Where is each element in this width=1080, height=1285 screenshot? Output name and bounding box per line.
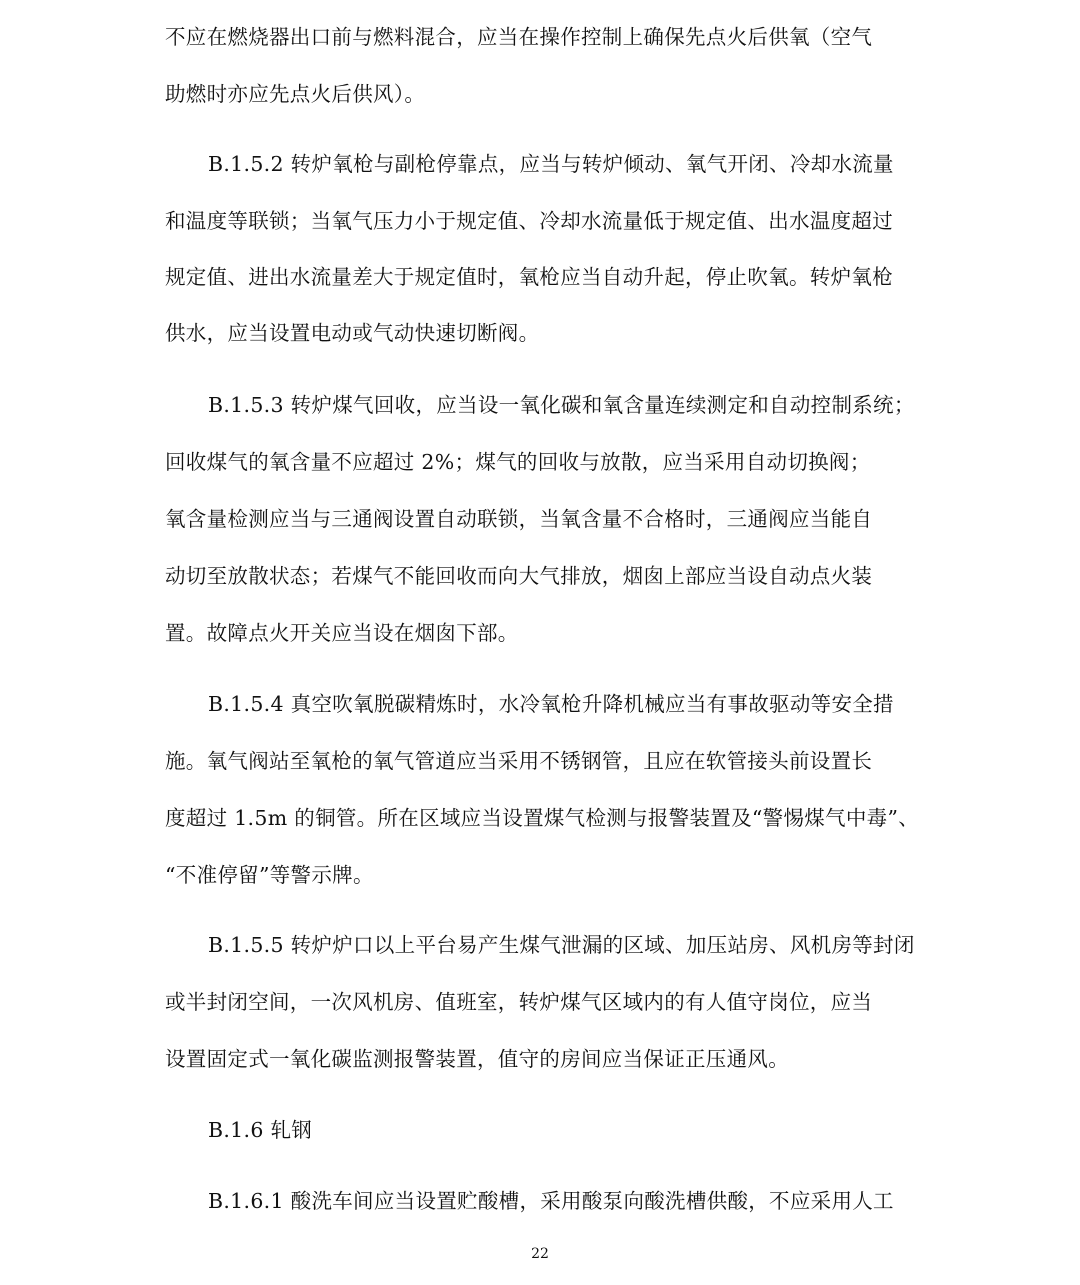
text-line: 氧含量检测应当与三通阀设置自动联锁，当氧含量不合格时，三通阀应当能自 bbox=[165, 507, 873, 531]
text-line: 供水，应当设置电动或气动快速切断阀。 bbox=[165, 321, 540, 345]
text-line: 不应在燃烧器出口前与燃料混合，应当在操作控制上确保先点火后供氧（空气 bbox=[165, 25, 873, 49]
text-line: 动切至放散状态；若煤气不能回收而向大气排放，烟囱上部应当设自动点火装 bbox=[165, 564, 873, 588]
text-line: “不准停留”等警示牌。 bbox=[165, 863, 374, 887]
text-line: 置。故障点火开关应当设在烟囱下部。 bbox=[165, 621, 519, 645]
section-heading-line: B.1.6.1 酸洗车间应当设置贮酸槽，采用酸泵向酸洗槽供酸，不应采用人工 bbox=[208, 1189, 894, 1213]
text-line: 施。氧气阀站至氧枪的氧气管道应当采用不锈钢管，且应在软管接头前设置长 bbox=[165, 749, 873, 773]
text-line: 规定值、进出水流量差大于规定值时，氧枪应当自动升起，停止吹氧。转炉氧枪 bbox=[165, 265, 893, 289]
page-number: 22 bbox=[531, 1246, 549, 1262]
section-heading-line: B.1.5.5 转炉炉口以上平台易产生煤气泄漏的区域、加压站房、风机房等封闭 bbox=[208, 933, 915, 957]
section-heading-line: B.1.5.4 真空吹氧脱碳精炼时，水冷氧枪升降机械应当有事故驱动等安全措 bbox=[208, 692, 894, 716]
text-line: 助燃时亦应先点火后供风）。 bbox=[165, 82, 426, 106]
text-line: 度超过 1.5m 的铜管。所在区域应当设置煤气检测与报警装置及“警惕煤气中毒”、 bbox=[165, 806, 920, 830]
text-line: 或半封闭空间，一次风机房、值班室，转炉煤气区域内的有人值守岗位，应当 bbox=[165, 990, 873, 1014]
section-heading-line: B.1.6 轧钢 bbox=[208, 1118, 313, 1142]
section-heading-line: B.1.5.2 转炉氧枪与副枪停靠点，应当与转炉倾动、氧气开闭、冷却水流量 bbox=[208, 152, 894, 176]
text-line: 回收煤气的氧含量不应超过 2%；煤气的回收与放散，应当采用自动切换阀； bbox=[165, 450, 871, 474]
section-heading-line: B.1.5.3 转炉煤气回收，应当设一氧化碳和氧含量连续测定和自动控制系统； bbox=[208, 393, 915, 417]
text-line: 和温度等联锁；当氧气压力小于规定值、冷却水流量低于规定值、出水温度超过 bbox=[165, 209, 893, 233]
text-line: 设置固定式一氧化碳监测报警装置，值守的房间应当保证正压通风。 bbox=[165, 1047, 789, 1071]
